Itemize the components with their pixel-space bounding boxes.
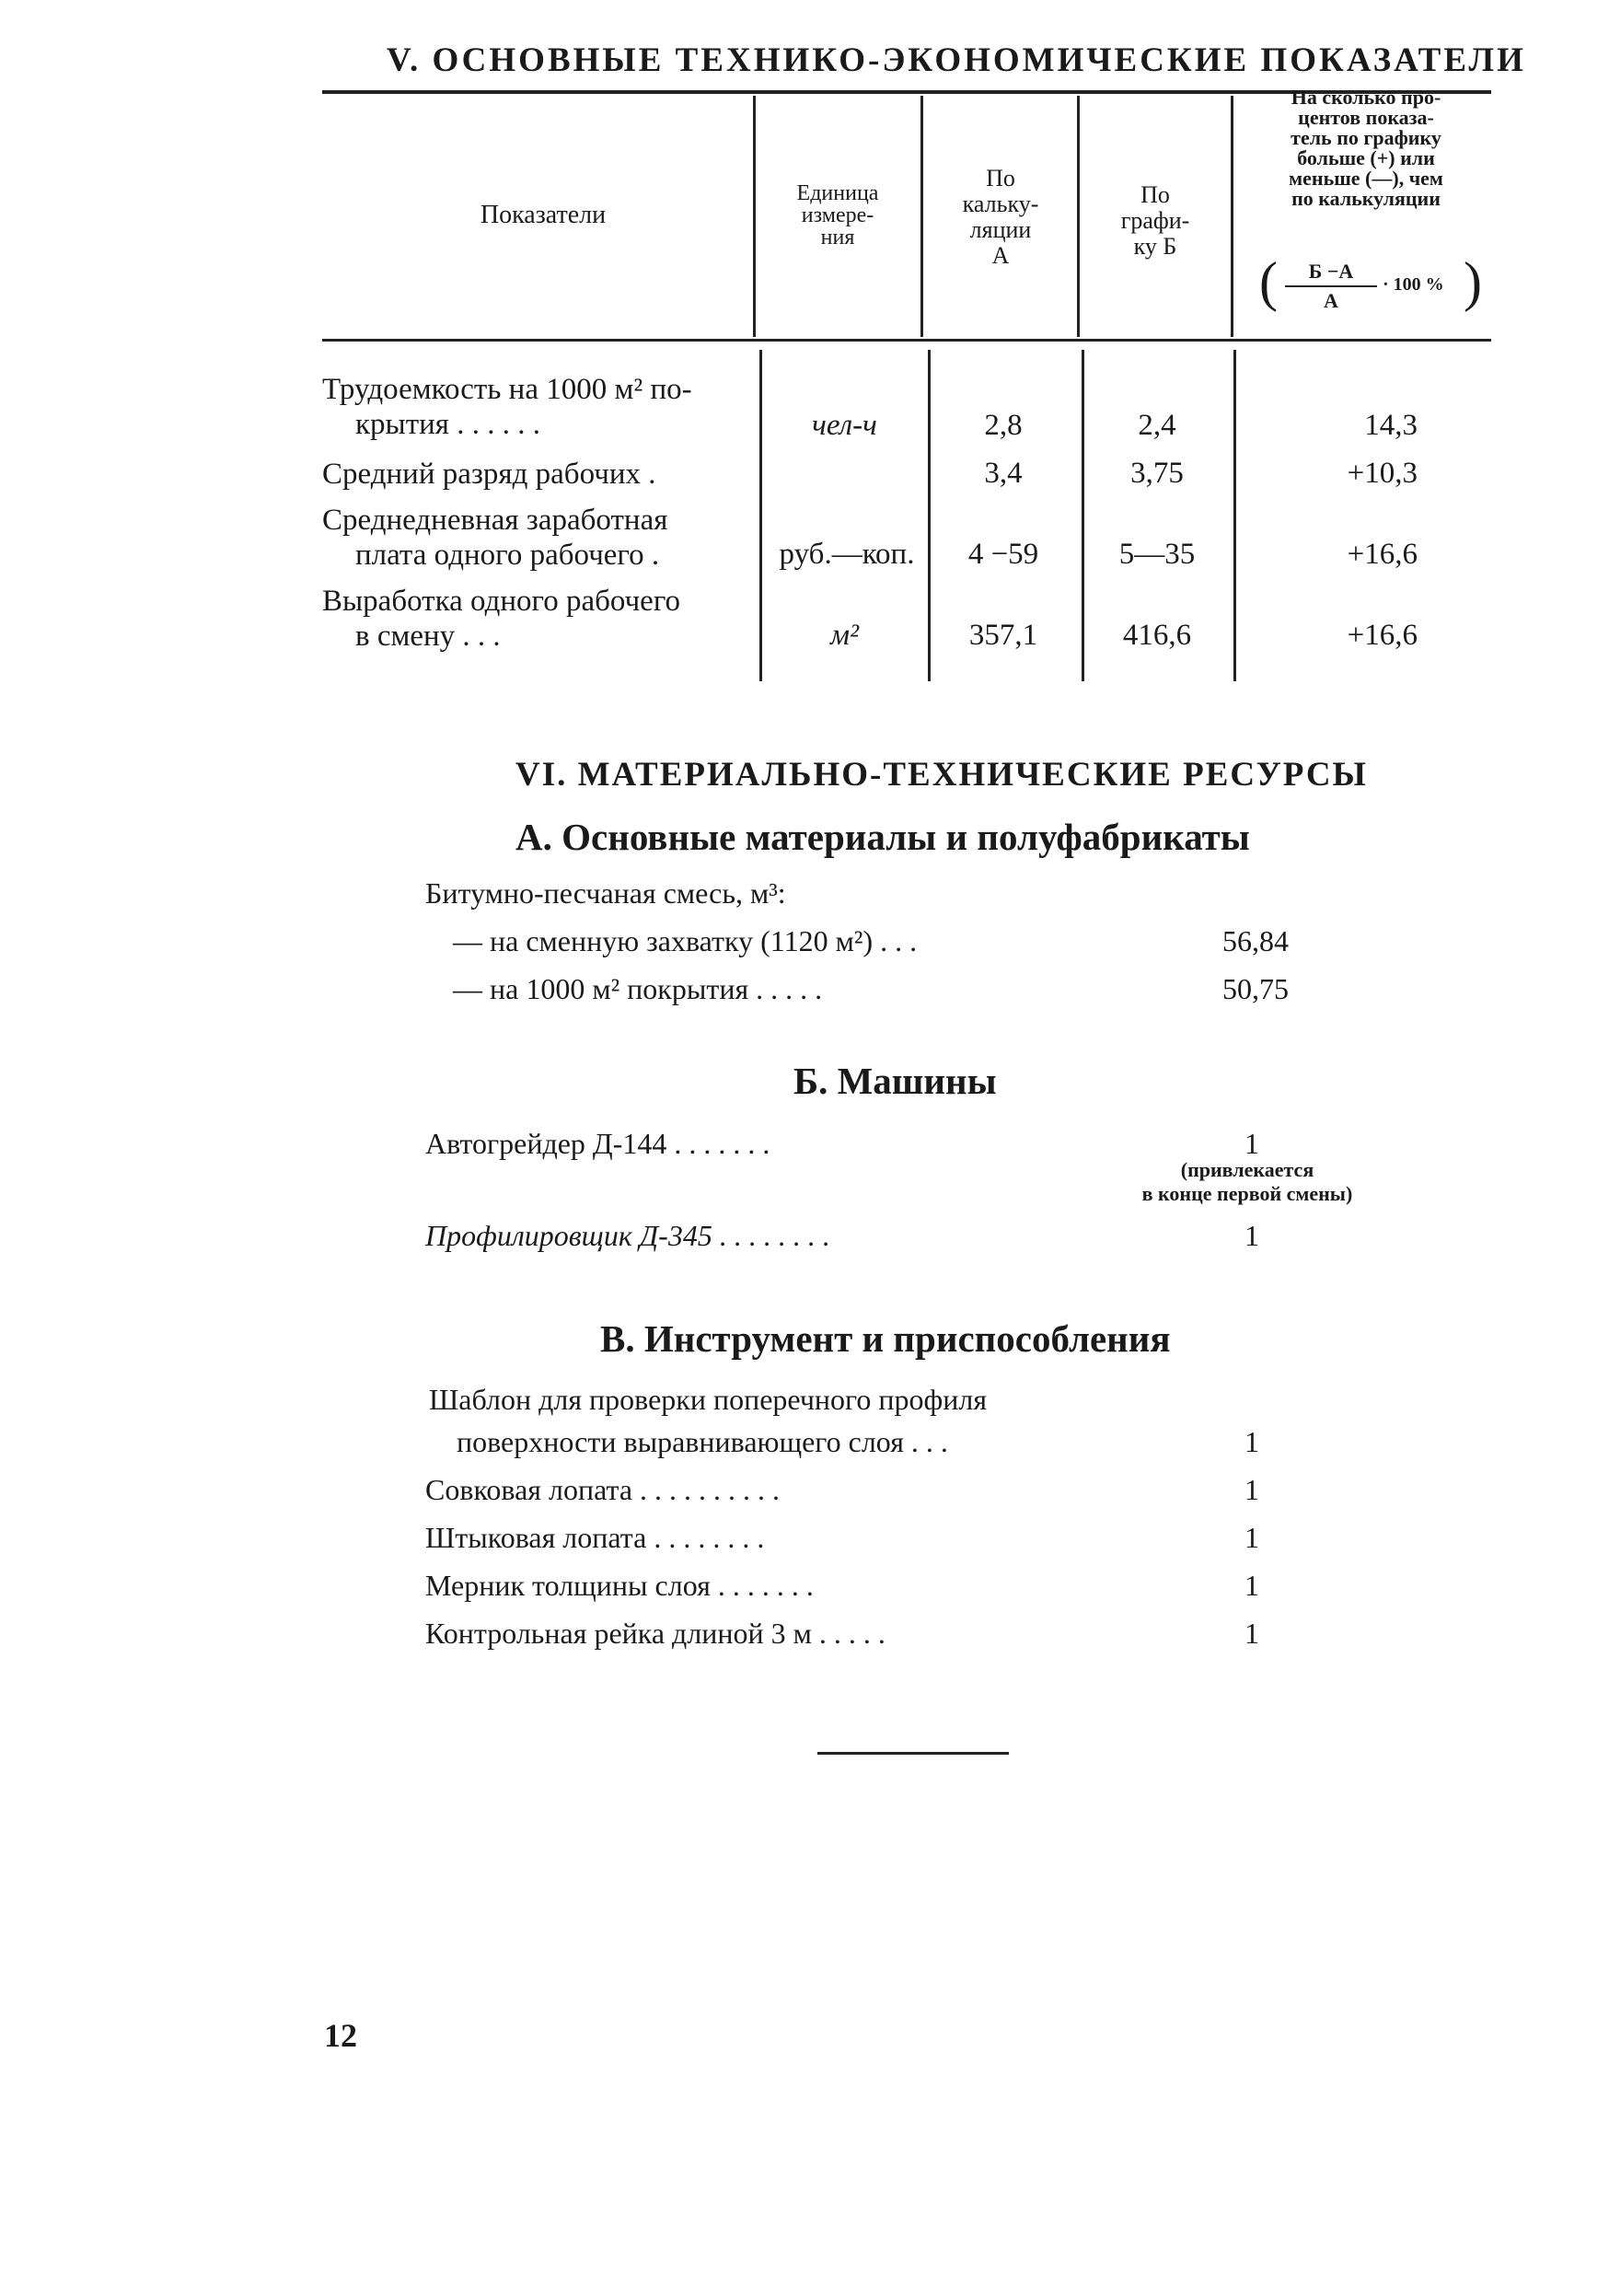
table-cell-diff: +10,3 <box>1347 457 1418 490</box>
header-calc-line: А <box>991 242 1010 269</box>
list-item-value: 1 <box>1244 1219 1259 1252</box>
header-calc <box>932 166 1070 269</box>
table-cell-unit: чел-ч <box>812 409 877 442</box>
list-item-label: поверхности выравнивающего слоя . . . <box>457 1425 948 1458</box>
section-5-title: V. ОСНОВНЫЕ ТЕХНИКО-ЭКОНОМИЧЕСКИЕ ПОКАЗАТЕЛИ <box>387 41 1526 79</box>
header-diff-line: меньше (—), чем <box>1289 167 1443 190</box>
closing-rule <box>817 1752 1009 1755</box>
header-graph-line: графи- <box>1120 207 1190 234</box>
header-diff-line: центов показа- <box>1298 106 1434 129</box>
subsection-a-title: А. Основные материалы и полуфабрикаты <box>515 816 1250 858</box>
table-cell-diff: 14,3 <box>1364 409 1418 442</box>
table-divider <box>1231 96 1233 337</box>
table-cell-calc: 3,4 <box>984 457 1023 490</box>
note-line: в конце первой смены) <box>1141 1182 1353 1205</box>
table-row-label <box>322 457 655 492</box>
list-item-value: 56,84 <box>1222 924 1289 957</box>
table-divider <box>753 96 756 337</box>
list-item-value: 1 <box>1244 1473 1259 1506</box>
table-cell-graph: 3,75 <box>1130 457 1184 490</box>
row-label-line: Средний разряд рабочих . <box>322 458 656 491</box>
row-label-line: Трудоемкость на 1000 м² по- <box>322 373 692 406</box>
header-unit <box>764 182 911 249</box>
header-graph-line: По <box>1140 181 1170 208</box>
note-line: (привлекается <box>1180 1158 1314 1181</box>
row-label-line: Среднедневная заработная <box>322 504 668 537</box>
list-item-label: — на сменную захватку (1120 м²) . . . <box>453 924 918 957</box>
table-divider <box>759 350 762 681</box>
row-label-line: Выработка одного рабочего <box>322 585 681 618</box>
header-graph <box>1086 182 1224 260</box>
header-diff-line: по калькуляции <box>1291 187 1441 210</box>
formula-open-paren: ( <box>1259 251 1278 312</box>
formula-multiplier: · 100 % <box>1383 274 1444 295</box>
header-calc-line: По <box>986 165 1015 191</box>
section-6-title: VI. МАТЕРИАЛЬНО-ТЕХНИЧЕСКИЕ РЕСУРСЫ <box>515 756 1368 794</box>
subsection-c-title: В. Инструмент и приспособления <box>600 1317 1171 1360</box>
header-diff-line: На сколько про- <box>1291 86 1441 109</box>
table-divider <box>1082 350 1084 681</box>
table-cell-calc: 4 −59 <box>967 538 1039 571</box>
table-cell-unit: м² <box>830 619 859 652</box>
formula-denominator: А <box>1324 289 1338 312</box>
table-cell-calc: 357,1 <box>968 619 1038 652</box>
table-row-label <box>322 584 680 654</box>
list-item-label: Штыковая лопата . . . . . . . . <box>425 1521 765 1554</box>
list-item-value: 1 <box>1244 1127 1259 1160</box>
materials-intro: Битумно-песчаная смесь, м³: <box>425 876 786 910</box>
header-unit-line: ния <box>820 226 855 249</box>
table-cell-unit: руб.—коп. <box>779 538 915 571</box>
list-item-label: Совковая лопата . . . . . . . . . . <box>425 1473 781 1506</box>
formula-numerator: Б −А <box>1308 260 1354 283</box>
list-item-label: Контрольная рейка длиной 3 м . . . . . <box>425 1617 886 1650</box>
list-item-label: Мерник толщины слоя . . . . . . . <box>425 1569 814 1602</box>
header-unit-line: измере- <box>801 203 874 227</box>
header-formula <box>1259 251 1482 317</box>
list-item-label: — на 1000 м² покрытия . . . . . <box>453 972 823 1005</box>
table-divider <box>928 350 931 681</box>
header-diff-line: больше (+) или <box>1297 146 1435 169</box>
subsection-b-title: Б. Машины <box>793 1060 997 1102</box>
header-calc-line: кальку- <box>962 191 1039 217</box>
list-item-label: Профилировщик Д-345 . . . . . . . . <box>425 1219 830 1252</box>
table-row-label <box>322 503 667 573</box>
list-item-value: 1 <box>1244 1617 1259 1650</box>
header-unit-line: Единица <box>796 181 879 205</box>
table-divider <box>1233 350 1236 681</box>
table-divider <box>1077 96 1080 337</box>
table-cell-diff: +16,6 <box>1347 538 1418 571</box>
list-item-value: 1 <box>1244 1425 1259 1458</box>
row-label-line: плата одного рабочего . <box>355 539 660 572</box>
header-graph-line: ку Б <box>1133 233 1177 260</box>
table-divider <box>920 96 923 337</box>
list-item-value: 1 <box>1244 1521 1259 1554</box>
list-item-label: Шаблон для проверки поперечного профиля <box>429 1383 988 1416</box>
machine-note <box>1100 1158 1395 1206</box>
list-item-value: 50,75 <box>1222 972 1289 1005</box>
table-cell-diff: +16,6 <box>1347 619 1418 652</box>
table-cell-graph: 5—35 <box>1118 538 1196 571</box>
list-item-label: Автогрейдер Д-144 . . . . . . . <box>425 1127 770 1160</box>
header-diff-line: тель по графику <box>1291 126 1441 149</box>
formula-fraction-bar <box>1285 285 1377 287</box>
table-header-rule <box>322 339 1491 342</box>
header-calc-line: ляции <box>969 216 1032 243</box>
page-number: 12 <box>324 2017 357 2054</box>
list-item-value: 1 <box>1244 1569 1259 1602</box>
table-cell-graph: 416,6 <box>1122 619 1192 652</box>
header-difference <box>1245 87 1487 209</box>
table-row-label <box>322 372 692 442</box>
row-label-line: в смену . . . <box>355 620 501 653</box>
table-cell-graph: 2,4 <box>1138 409 1176 442</box>
header-indicator: Показатели <box>480 201 607 229</box>
table-cell-calc: 2,8 <box>984 409 1023 442</box>
formula-close-paren: ) <box>1464 251 1482 312</box>
row-label-line: крытия . . . . . . <box>355 408 540 441</box>
